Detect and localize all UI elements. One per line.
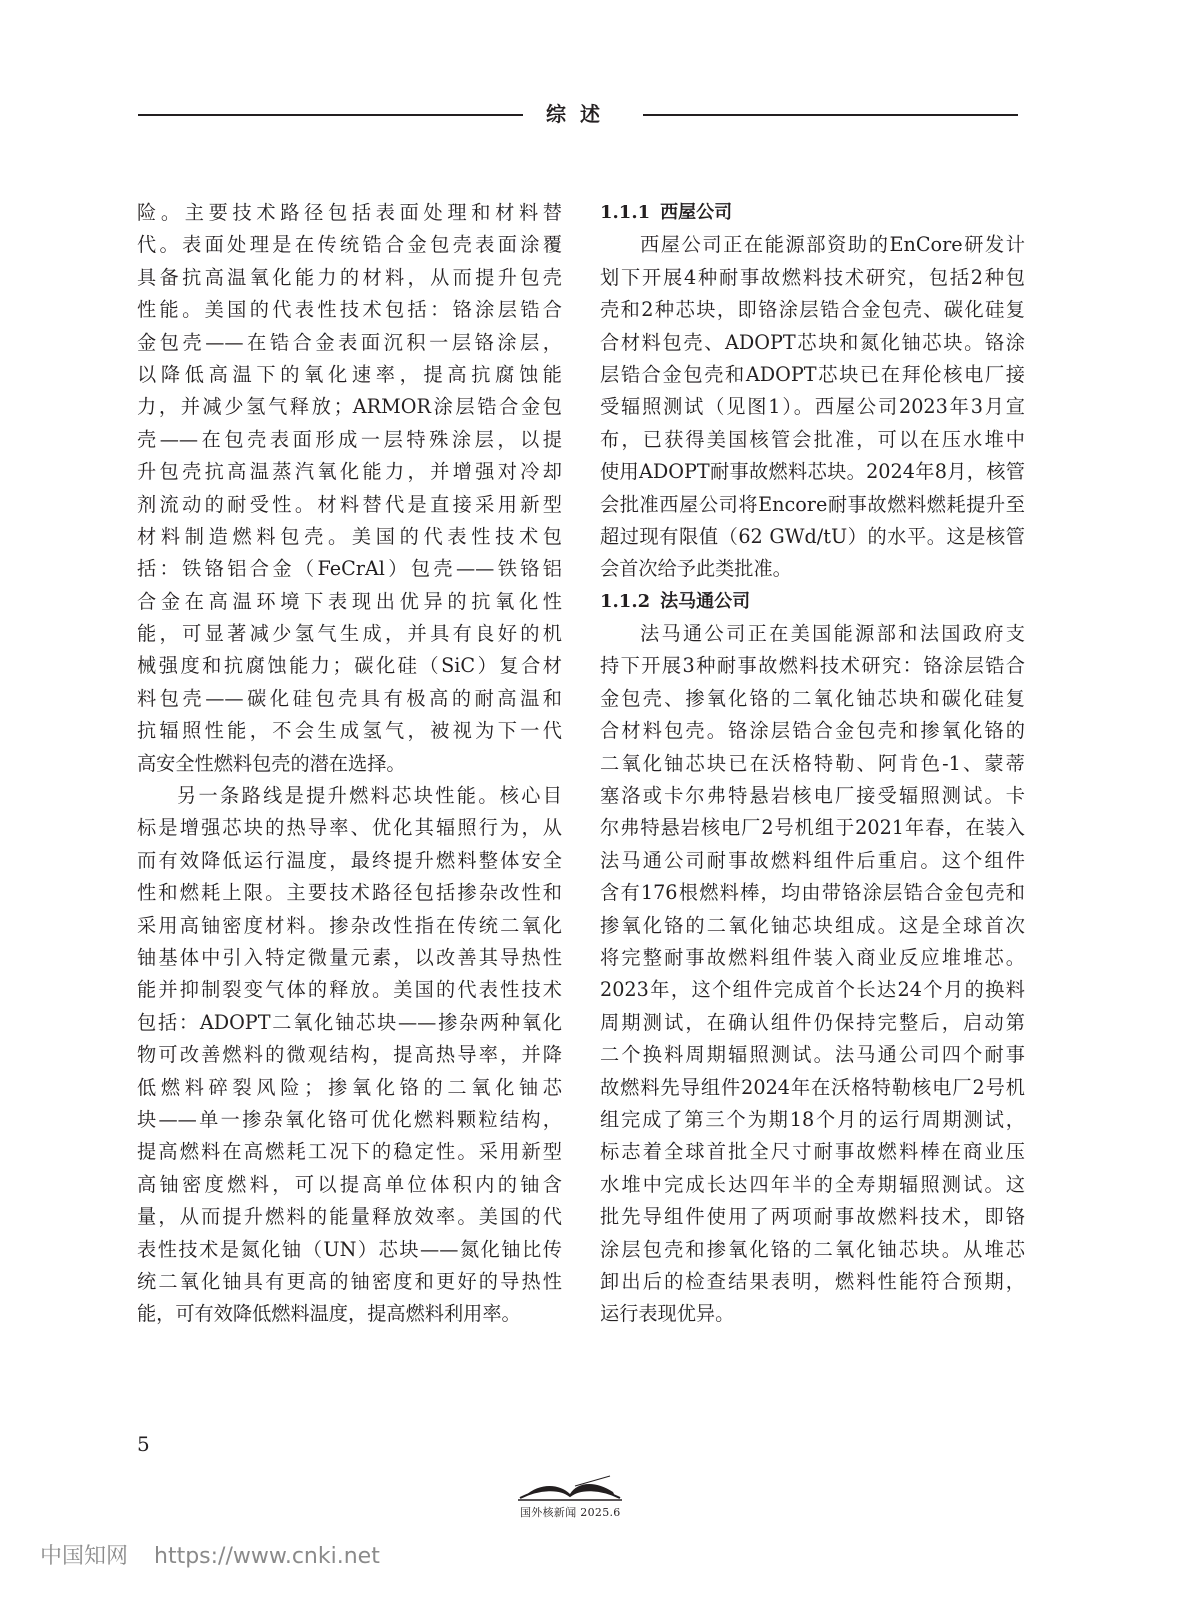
text-line-content: 高安全性燃料包壳的潜在选择。 — [137, 751, 406, 775]
watermark-site-name: 中国知网 — [40, 1544, 129, 1569]
text-line-content: 提高燃料在高燃耗工况下的稳定性。采用新型 — [137, 1140, 562, 1164]
text-line — [137, 715, 562, 747]
text-line — [600, 1266, 1025, 1298]
text-line — [137, 942, 562, 974]
text-line-content: 物可改善燃料的微观结构，提高热导率，并降 — [137, 1043, 562, 1067]
text-line — [600, 1039, 1025, 1071]
text-line — [137, 812, 562, 844]
text-line — [600, 683, 1025, 715]
text-line-content: 包括：ADOPT二氧化铀芯块——掺杂两种氧化 — [137, 1010, 562, 1034]
text-line — [600, 715, 1025, 747]
text-line — [137, 197, 562, 229]
text-line-content: 而有效降低运行温度，最终提升燃料整体安全 — [137, 848, 562, 872]
text-line-content: 标志着全球首批全尺寸耐事故燃料棒在商业压 — [600, 1140, 1025, 1164]
text-line — [137, 650, 562, 682]
text-line — [600, 1169, 1025, 1201]
text-line — [600, 780, 1025, 812]
text-line — [137, 489, 562, 521]
text-line-content: 涂层包壳和掺氧化铬的二氧化铀芯块。从堆芯 — [600, 1237, 1025, 1261]
text-line-content: 尔弗特悬岩核电厂2号机组于2021年春，在装入 — [600, 816, 1025, 840]
section-title-text: 西屋公司 — [660, 202, 733, 223]
text-line — [600, 262, 1025, 294]
paragraph-2 — [137, 780, 562, 1331]
text-line — [600, 1234, 1025, 1266]
text-line — [600, 1298, 1025, 1330]
text-line-content: 升包壳抗高温蒸汽氧化能力，并增强对冷却 — [137, 460, 562, 484]
text-line-content: 组完成了第三个为期18个月的运行周期测试， — [600, 1107, 1025, 1131]
text-line — [600, 456, 1025, 488]
text-line-content: 会首次给予此类批准。 — [600, 557, 792, 581]
text-line — [137, 1298, 562, 1330]
text-line-content: 械强度和抗腐蚀能力；碳化硅（SiC）复合材 — [137, 654, 562, 678]
left-column — [137, 197, 562, 1331]
text-line — [137, 1039, 562, 1071]
text-line-content: 能并抑制裂变气体的释放。美国的代表性技术 — [137, 978, 562, 1002]
text-line — [137, 1072, 562, 1104]
text-line — [137, 456, 562, 488]
text-line-content: 低燃料碎裂风险；掺氧化铬的二氧化铀芯 — [137, 1075, 562, 1099]
text-line-content: 水堆中完成长达四年半的全寿期辐照测试。这 — [600, 1172, 1025, 1196]
text-line-content: 划下开展4种耐事故燃料技术研究，包括2种包 — [600, 265, 1025, 289]
text-line — [600, 845, 1025, 877]
text-line — [137, 229, 562, 261]
section-heading-1-1-2 — [600, 586, 1025, 618]
text-line — [600, 359, 1025, 391]
text-line-content: 标是增强芯块的热导率、优化其辐照行为，从 — [137, 816, 562, 840]
text-line — [600, 1201, 1025, 1233]
text-line — [600, 424, 1025, 456]
text-line-content: 铀基体中引入特定微量元素，以改善其导热性 — [137, 945, 562, 969]
text-line — [600, 618, 1025, 650]
section-2-body — [600, 618, 1025, 1331]
text-line — [137, 586, 562, 618]
text-line — [137, 294, 562, 326]
paragraph-1 — [137, 197, 562, 780]
text-line-content: 另一条路线是提升燃料芯块性能。核心目 — [177, 784, 562, 808]
section-title-text: 法马通公司 — [660, 590, 751, 612]
text-line-content: 超过现有限值（62 GWd/tU）的水平。这是核管 — [600, 524, 1025, 548]
text-line — [137, 1234, 562, 1266]
text-line-content: 批先导组件使用了两项耐事故燃料技术，即铬 — [600, 1205, 1025, 1229]
text-line-content: 险。主要技术路径包括表面处理和材料替 — [137, 201, 562, 224]
right-column — [600, 197, 1025, 1331]
text-line-content: 持下开展3种耐事故燃料技术研究：铬涂层锆合 — [600, 654, 1025, 678]
text-line — [600, 812, 1025, 844]
text-line-content: 能，可显著减少氢气生成，并具有良好的机 — [137, 622, 562, 646]
text-line-content: 使用ADOPT耐事故燃料芯块。2024年8月，核管 — [600, 460, 1025, 484]
text-line — [600, 1104, 1025, 1136]
text-line — [137, 553, 562, 585]
text-line — [137, 1266, 562, 1298]
text-line-content: 剂流动的耐受性。材料替代是直接采用新型 — [137, 492, 562, 516]
text-line-content: 统二氧化铀具有更高的铀密度和更好的导热性 — [137, 1269, 562, 1293]
text-line-content: 金包壳——在锆合金表面沉积一层铬涂层， — [137, 330, 562, 354]
text-line — [600, 650, 1025, 682]
text-line-content: 二个换料周期辐照测试。法马通公司四个耐事 — [600, 1043, 1025, 1067]
text-line-content: 块——单一掺杂氧化铬可优化燃料颗粒结构， — [137, 1107, 562, 1131]
text-line-content: 量，从而提升燃料的能量释放效率。美国的代 — [137, 1205, 562, 1229]
page-number: 5 — [137, 1432, 150, 1456]
text-line-content: 法马通公司正在美国能源部和法国政府支 — [640, 622, 1025, 646]
text-line-content: 性能。美国的代表性技术包括：铬涂层锆合 — [137, 298, 562, 322]
text-line-content: 壳和2种芯块，即铬涂层锆合金包壳、碳化硅复 — [600, 298, 1025, 322]
text-line-content: 材料制造燃料包壳。美国的代表性技术包 — [137, 524, 562, 548]
text-line — [600, 942, 1025, 974]
text-line-content: 表性技术是氮化铀（UN）芯块——氮化铀比传 — [137, 1237, 562, 1261]
text-line-content: 以降低高温下的氧化速率，提高抗腐蚀能 — [137, 362, 562, 386]
text-line-content: 括：铁铬铝合金（FeCrAl）包壳——铁铬铝 — [137, 557, 562, 581]
text-line — [137, 327, 562, 359]
text-line-content: 采用高铀密度材料。掺杂改性指在传统二氧化 — [137, 913, 562, 937]
text-line — [600, 521, 1025, 553]
cnki-watermark — [40, 1539, 380, 1570]
text-line-content: 金包壳、掺氧化铬的二氧化铀芯块和碳化硅复 — [600, 686, 1025, 710]
text-line — [137, 262, 562, 294]
text-line — [137, 391, 562, 423]
text-line — [137, 974, 562, 1006]
text-line-content: 代。表面处理是在传统锆合金包壳表面涂覆 — [137, 233, 562, 257]
text-line — [600, 391, 1025, 423]
text-line — [137, 910, 562, 942]
text-line — [137, 1169, 562, 1201]
open-book-icon — [515, 1474, 625, 1504]
text-line-content: 高铀密度燃料，可以提高单位体积内的铀含 — [137, 1172, 562, 1196]
section-heading-1-1-1 — [600, 197, 1025, 229]
text-line-content: 能，可有效降低燃料温度，提高燃料利用率。 — [137, 1302, 521, 1326]
text-line — [137, 683, 562, 715]
text-line-content: 将完整耐事故燃料组件装入商业反应堆堆芯。 — [600, 945, 1025, 969]
text-line-content: 含有176根燃料棒，均由带铬涂层锆合金包壳和 — [600, 881, 1025, 905]
header-rule-left — [138, 114, 523, 116]
text-line — [137, 1104, 562, 1136]
text-line — [600, 229, 1025, 261]
text-line-content: 性和燃耗上限。主要技术路径包括掺杂改性和 — [137, 881, 562, 905]
text-line-content: 掺氧化铬的二氧化铀芯块组成。这是全球首次 — [600, 913, 1025, 937]
header-rule-right — [643, 114, 1018, 116]
text-line — [600, 877, 1025, 909]
text-line-content: 抗辐照性能，不会生成氢气，被视为下一代 — [137, 719, 562, 743]
text-line-content: 会批准西屋公司将Encore耐事故燃料燃耗提升至 — [600, 492, 1025, 516]
section-number: 1.1.1 — [600, 202, 651, 223]
section-title: 综述 — [546, 102, 614, 126]
text-line — [137, 748, 562, 780]
text-line-content: 布，已获得美国核管会批准，可以在压水堆中 — [600, 427, 1025, 451]
text-line-content: 周期测试，在确认组件仍保持完整后，启动第 — [600, 1010, 1025, 1034]
text-line — [137, 424, 562, 456]
text-line — [600, 1007, 1025, 1039]
text-line — [137, 618, 562, 650]
text-line-content: 卸出后的检查结果表明，燃料性能符合预期， — [600, 1269, 1025, 1293]
text-line-content: 具备抗高温氧化能力的材料，从而提升包壳 — [137, 265, 562, 289]
text-line — [137, 521, 562, 553]
watermark-url[interactable]: https://www.cnki.net — [154, 1544, 380, 1569]
text-line-content: 壳——在包壳表面形成一层特殊涂层，以提 — [137, 427, 562, 451]
section-1-body — [600, 229, 1025, 585]
text-line — [137, 845, 562, 877]
text-line — [600, 748, 1025, 780]
text-line — [137, 359, 562, 391]
text-line — [600, 910, 1025, 942]
text-line-content: 合材料包壳、ADOPT芯块和氮化铀芯块。铬涂 — [600, 330, 1025, 354]
text-line — [137, 877, 562, 909]
text-line-content: 力，并减少氢气释放；ARMOR涂层锆合金包 — [137, 395, 562, 419]
text-line-content: 合金在高温环境下表现出优异的抗氧化性 — [137, 589, 562, 613]
text-line — [600, 327, 1025, 359]
text-line-content: 合材料包壳。铬涂层锆合金包壳和掺氧化铬的 — [600, 719, 1025, 743]
text-line — [137, 1136, 562, 1168]
text-line — [600, 1136, 1025, 1168]
text-line — [600, 489, 1025, 521]
text-line — [600, 974, 1025, 1006]
text-line — [600, 294, 1025, 326]
text-line-content: 运行表现优异。 — [600, 1302, 735, 1326]
running-header — [138, 100, 1018, 130]
text-line-content: 塞洛或卡尔弗特悬岩核电厂接受辐照测试。卡 — [600, 784, 1025, 808]
text-line — [137, 1007, 562, 1039]
text-line-content: 法马通公司耐事故燃料组件后重启。这个组件 — [600, 848, 1025, 872]
section-number: 1.1.2 — [600, 590, 651, 612]
text-line-content: 2023年，这个组件完成首个长达24个月的换料 — [600, 978, 1025, 1002]
text-line — [600, 1072, 1025, 1104]
text-line-content: 受辐照测试（见图1）。西屋公司2023年3月宣 — [600, 395, 1025, 419]
text-line-content: 层锆合金包壳和ADOPT芯块已在拜伦核电厂接 — [600, 362, 1025, 386]
text-line-content: 料包壳——碳化硅包壳具有极高的耐高温和 — [137, 686, 562, 710]
text-line — [137, 780, 562, 812]
text-line — [137, 1201, 562, 1233]
text-line-content: 二氧化铀芯块已在沃格特勒、阿肯色-1、蒙蒂 — [600, 751, 1025, 775]
text-line — [600, 553, 1025, 585]
journal-issue-label: 国外核新闻 2025.6 — [520, 1506, 621, 1519]
text-line-content: 西屋公司正在能源部资助的EnCore研发计 — [640, 233, 1025, 257]
text-line-content: 故燃料先导组件2024年在沃格特勒核电厂2号机 — [600, 1075, 1025, 1099]
